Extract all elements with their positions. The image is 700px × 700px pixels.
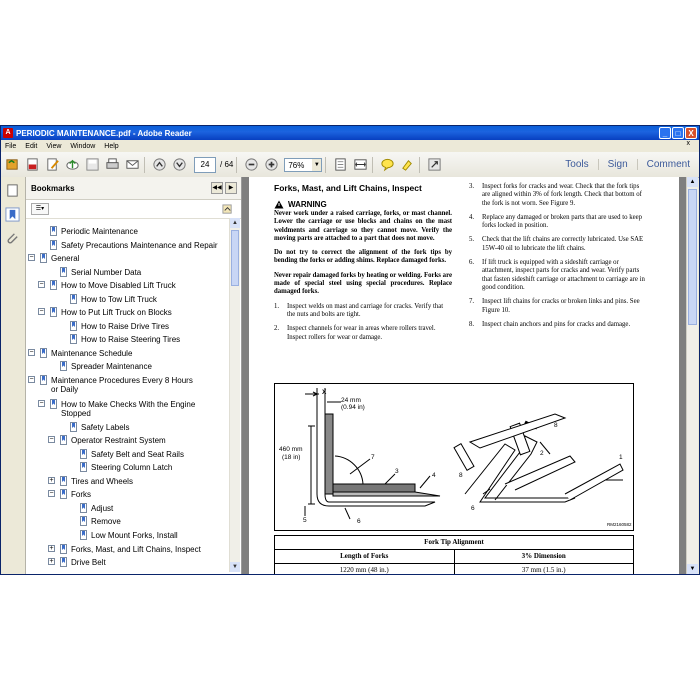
bookmark-icon: [60, 361, 67, 371]
bookmark-label: Adjust: [91, 504, 114, 513]
menu-help[interactable]: Help: [104, 142, 119, 150]
document-area: [242, 177, 687, 574]
document-close-button[interactable]: x: [686, 140, 690, 147]
bookmarks-panel: [26, 177, 242, 574]
minimize-button[interactable]: _: [659, 127, 671, 139]
label-4: 4: [432, 472, 436, 479]
bookmark-icon: [40, 375, 47, 385]
bookmark-icon: [60, 267, 67, 277]
label-6b: 6: [471, 505, 475, 512]
bookmark-label: How to Put Lift Truck on Blocks: [61, 308, 172, 317]
collapse-icon[interactable]: −: [29, 376, 34, 383]
label-8b: 8: [554, 422, 558, 429]
step-6: 6. If lift truck is equipped with a sideshift carriage or attachment, inspect parts for cracks and wear. Verify parts that fasten sideshift carriage or attachment to carriage are in good condition.: [469, 259, 645, 291]
chevron-down-icon: ▼: [312, 159, 321, 171]
menu-view[interactable]: View: [46, 142, 62, 150]
label-460mm: 460 mm: [279, 446, 303, 453]
scroll-up-arrow[interactable]: ▲: [230, 218, 240, 228]
bookmark-icon: [60, 435, 67, 445]
warning-text-1: Never work under a raised carriage, forks, or mast channel. Lower the carriage or use blocks and chains on the mast weldments and carriage so they cannot move. Verify the moving parts are attached to a part that does not move.: [274, 210, 452, 242]
bookmark-label: Drive Belt: [71, 558, 106, 567]
label-7: 7: [371, 454, 375, 461]
bookmark-icon: [80, 503, 87, 513]
fit-page-icon[interactable]: [332, 156, 349, 173]
bookmark-label: Operator Restraint System: [71, 436, 166, 445]
table-title-row: [275, 536, 633, 550]
doc-scroll-thumb[interactable]: [688, 189, 697, 325]
bookmark-label: Forks, Mast, and Lift Chains, Inspect: [71, 545, 201, 554]
collapse-icon[interactable]: −: [29, 254, 34, 261]
bookmark-item[interactable]: [26, 375, 226, 399]
bookmark-label: How to Move Disabled Lift Truck: [61, 281, 176, 290]
table-header: 3% Dimension: [454, 550, 634, 563]
table-title: Fork Tip Alignment: [424, 538, 484, 546]
close-button[interactable]: X: [685, 127, 697, 139]
expand-icon[interactable]: +: [49, 545, 54, 552]
highlight-icon[interactable]: [399, 156, 416, 173]
window-title: PERIODIC MAINTENANCE.pdf - Adobe Reader: [16, 128, 192, 138]
bookmark-label: Maintenance Schedule: [51, 349, 133, 358]
bookmarks-icon[interactable]: [5, 207, 20, 222]
warning-text-2: Do not try to correct the alignment of the fork tips by bending the forks or adding shims. Replace damaged forks.: [274, 249, 452, 265]
step-4: 4. Replace any damaged or broken parts that are used to keep forks locked in position.: [469, 213, 643, 230]
zoom-select[interactable]: [284, 158, 322, 172]
bookmark-icon: [50, 240, 57, 250]
table-cell: 37 mm (1.5 in.): [454, 564, 634, 574]
fork-figure: [274, 383, 634, 531]
adobe-reader-icon: A: [3, 128, 13, 138]
warning-label: WARNING: [288, 200, 327, 209]
bookmark-icon: [70, 422, 77, 432]
bookmarks-scrollbar[interactable]: [229, 218, 240, 572]
figure-code: RM2160582: [607, 522, 632, 527]
zoom-value: 76%: [288, 160, 305, 170]
bookmark-label: Safety Labels: [81, 423, 130, 432]
bookmark-label: Low Mount Forks, Install: [91, 531, 178, 540]
bookmark-label: Tires and Wheels: [71, 477, 133, 486]
expand-icon[interactable]: +: [49, 558, 54, 565]
label-094in: (0.94 in): [341, 404, 365, 411]
fork-tip-table: [274, 535, 634, 574]
scroll-thumb[interactable]: [231, 230, 239, 286]
collapse-icon[interactable]: −: [29, 349, 34, 356]
bookmark-icon: [60, 476, 67, 486]
menu-edit[interactable]: Edit: [25, 142, 38, 150]
fork-diagram: [275, 384, 633, 530]
step-8: 8. Inspect chain anchors and pins for cracks and damage.: [469, 320, 631, 328]
title-bar: [1, 126, 699, 140]
navigation-strip: [1, 177, 26, 574]
options-menu-button[interactable]: ☰▾: [31, 203, 49, 215]
step-5: 5. Check that the lift chains are correctly lubricated. Use SAE 15W-40 oil to lubricate the lift chains.: [469, 236, 644, 252]
tools-link[interactable]: Tools: [565, 159, 589, 170]
warning-icon: [274, 200, 284, 209]
bookmark-label: How to Make Checks With the Engine Stopped: [61, 400, 196, 418]
bookmark-icon: [80, 462, 87, 472]
bookmark-label: How to Raise Steering Tires: [81, 335, 181, 344]
menu-file[interactable]: File: [5, 142, 17, 150]
zoom-in-icon[interactable]: [263, 156, 280, 173]
attachments-icon[interactable]: [5, 231, 20, 246]
table-header-row: [275, 550, 633, 564]
bookmark-label: General: [51, 254, 80, 263]
step-7: 7. Inspect lift chains for cracks or broken links and pins. See Figure 10.: [469, 298, 640, 314]
bookmark-icon: [80, 530, 87, 540]
bookmarks-title: Bookmarks: [31, 183, 75, 193]
create-pdf-icon[interactable]: [24, 156, 41, 173]
save-icon[interactable]: [84, 156, 101, 173]
label-1: 1: [619, 454, 623, 461]
page-thumbnails-icon[interactable]: [5, 183, 20, 198]
acrobat-window: [0, 125, 700, 575]
previous-page-icon[interactable]: [151, 156, 168, 173]
bookmark-label: Periodic Maintenance: [61, 227, 138, 236]
maximize-button[interactable]: □: [672, 127, 684, 139]
bookmark-icon: [40, 253, 47, 263]
bookmark-icon: [50, 399, 57, 409]
table-header: Length of Forks: [340, 552, 389, 560]
expand-bookmark-icon[interactable]: [222, 204, 233, 215]
section-heading: Forks, Mast, and Lift Chains, Inspect: [274, 183, 422, 193]
bookmark-icon: [50, 226, 57, 236]
step-3: 3. Inspect forks for cracks and wear. Check that the fork tips are aligned within 3% of fork length. Check that bottom of the fork is not worn. See Figure 9.: [469, 183, 642, 207]
page-total: / 64: [220, 160, 234, 169]
table-cell: 1220 mm (48 in.): [339, 566, 389, 574]
collapse-icon[interactable]: −: [39, 400, 44, 407]
open-icon[interactable]: [4, 156, 21, 173]
upload-icon[interactable]: [64, 156, 81, 173]
label-2: 2: [540, 450, 544, 457]
label-5: 5: [303, 517, 307, 524]
bookmark-label: Safety Belt and Seat Rails: [91, 450, 184, 459]
doc-scroll-down-arrow[interactable]: ▼: [687, 564, 698, 574]
bookmark-icon: [70, 321, 77, 331]
bookmark-label: Remove: [91, 517, 121, 526]
close-panel-button[interactable]: ▶: [225, 182, 237, 194]
label-8: 8: [459, 472, 463, 479]
sign-link[interactable]: Sign: [598, 159, 637, 170]
bookmark-item[interactable]: [26, 399, 226, 423]
doc-scroll-up-arrow[interactable]: ▲: [687, 177, 698, 187]
step-2: 2. Inspect channels for wear in areas where rollers travel. Inspect rollers for wear or damage.: [274, 325, 436, 341]
toolbar: [1, 152, 699, 178]
bookmark-item[interactable]: [26, 557, 226, 574]
fit-width-icon[interactable]: [352, 156, 369, 173]
bookmark-icon: [40, 348, 47, 358]
pdf-page: [249, 177, 679, 574]
edit-icon[interactable]: [44, 156, 61, 173]
bookmark-label: How to Raise Drive Tires: [81, 322, 170, 331]
label-24mm: 24 mm: [341, 397, 361, 404]
collapse-icon[interactable]: −: [39, 308, 44, 315]
label-x: X: [322, 389, 327, 396]
scroll-down-arrow[interactable]: ▼: [230, 562, 240, 572]
comment-icon[interactable]: [379, 156, 396, 173]
page-number-input[interactable]: 24: [194, 157, 216, 173]
menu-bar: [1, 140, 699, 152]
bookmark-label: Maintenance Procedures Every 8 Hours or Daily: [51, 376, 193, 394]
bookmark-label: Spreader Maintenance: [71, 362, 152, 371]
warning-text-3: Never repair damaged forks by heating or welding. Forks are made of special steel using special procedures. Replace damaged forks.: [274, 271, 452, 296]
bookmark-tree: [26, 218, 230, 574]
collapse-icon[interactable]: −: [49, 436, 54, 443]
bookmark-label: Forks: [71, 490, 91, 499]
bookmark-icon: [60, 544, 67, 554]
bookmark-label: Steering Column Latch: [91, 463, 173, 472]
label-3: 3: [395, 468, 399, 475]
bookmark-icon: [50, 307, 57, 317]
bookmark-icon: [60, 489, 67, 499]
bookmark-icon: [70, 334, 77, 344]
email-icon[interactable]: [124, 156, 141, 173]
expand-icon[interactable]: +: [49, 477, 54, 484]
collapse-icon[interactable]: −: [49, 490, 54, 497]
bookmark-label: Safety Precautions Maintenance and Repair: [61, 241, 218, 250]
next-page-icon[interactable]: [171, 156, 188, 173]
bookmark-icon: [50, 280, 57, 290]
step-1: 1. Inspect welds on mast and carriage for cracks. Verify that the nuts and bolts are tight.: [274, 302, 444, 318]
bookmark-icon: [80, 449, 87, 459]
warning-title: [274, 200, 452, 209]
bookmark-icon: [70, 294, 77, 304]
label-6: 6: [357, 518, 361, 525]
menu-window[interactable]: Window: [70, 142, 96, 150]
print-icon[interactable]: [104, 156, 121, 173]
label-18in: (18 in): [282, 454, 301, 461]
bookmark-icon: [80, 516, 87, 526]
collapse-icon[interactable]: −: [39, 281, 44, 288]
bookmark-label: Serial Number Data: [71, 268, 142, 277]
expand-icon[interactable]: [426, 156, 443, 173]
collapse-panel-button[interactable]: ◀◀: [211, 182, 223, 194]
zoom-out-icon[interactable]: [243, 156, 260, 173]
document-scrollbar[interactable]: [686, 177, 698, 574]
bookmark-label: How to Tow Lift Truck: [81, 295, 157, 304]
table-row: [275, 564, 633, 574]
comment-link[interactable]: Comment: [637, 159, 699, 170]
bookmark-icon: [60, 557, 67, 567]
